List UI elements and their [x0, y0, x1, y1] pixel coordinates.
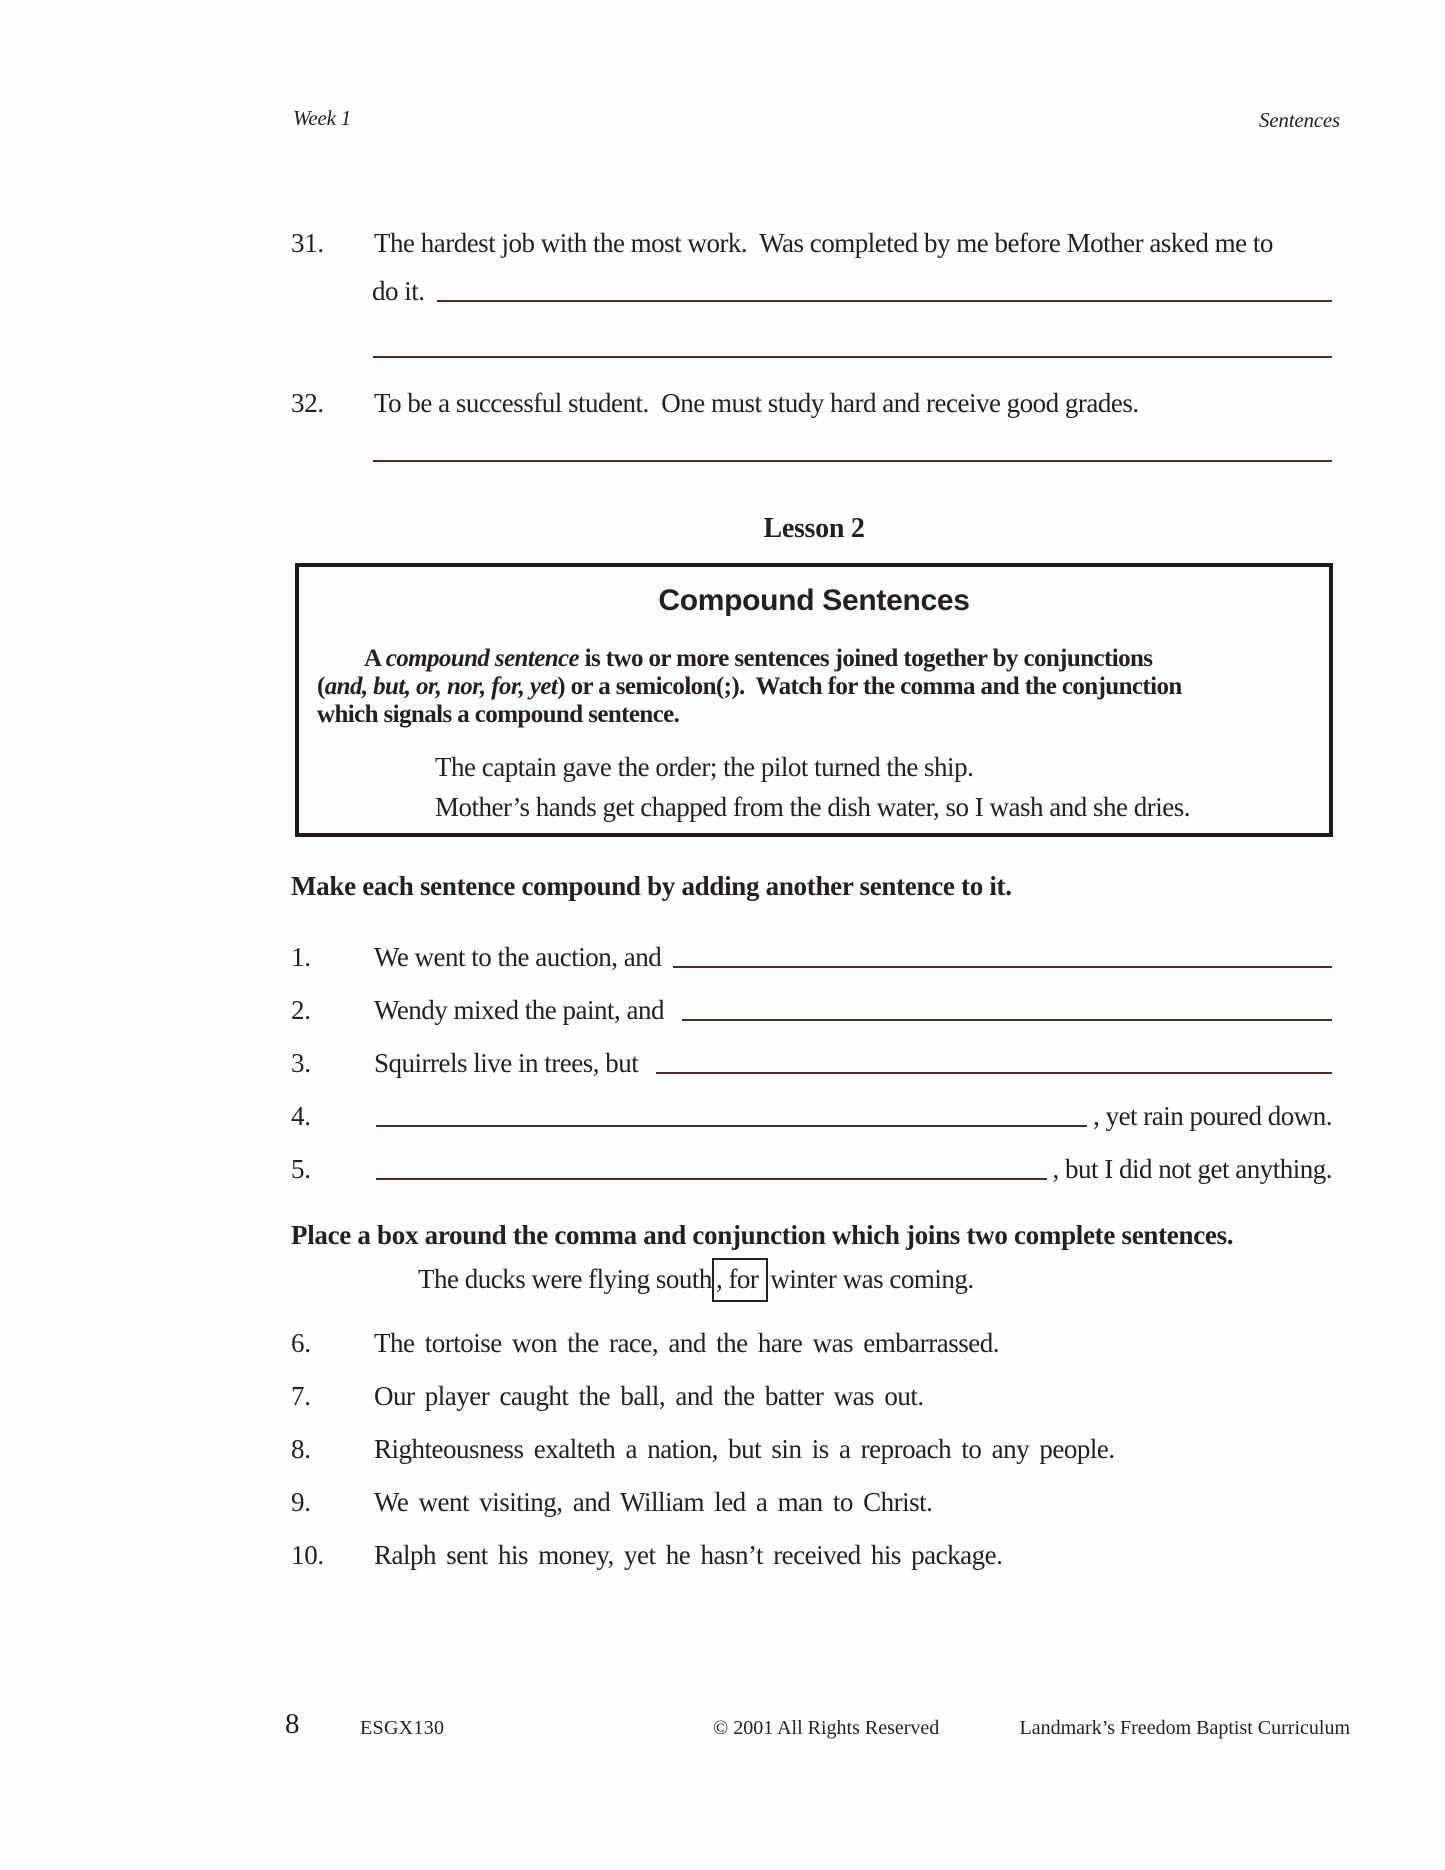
answer-blank	[376, 1178, 1047, 1180]
item-number: 5.	[291, 1154, 311, 1184]
item-text-before-blank: Wendy mixed the paint, and	[374, 995, 671, 1025]
definition-box	[295, 563, 1333, 837]
compound-item-row	[291, 1146, 1332, 1186]
item-text-before-blank: Squirrels live in trees, but	[374, 1048, 645, 1078]
question-31-number: 31.	[291, 228, 324, 258]
boxing-item-row	[291, 1426, 1332, 1466]
question-32-text: To be a successful student. One must study hard and receive good grades.	[374, 388, 1139, 418]
item-text-after-blank: , but I did not get anything.	[1052, 1154, 1332, 1184]
answer-blank	[682, 1019, 1332, 1021]
item-number: 9.	[291, 1487, 311, 1517]
example-text-after-box: winter was coming.	[770, 1264, 974, 1294]
item-number: 6.	[291, 1328, 311, 1358]
definition-paragraph	[317, 645, 1315, 729]
emphasized-term: and, but, or, nor, for, yet	[324, 673, 558, 700]
item-number: 7.	[291, 1381, 311, 1411]
boxing-items-list	[291, 1320, 1332, 1585]
answer-blank-31a	[437, 300, 1332, 302]
example-text-before-box: The ducks were flying south	[418, 1264, 712, 1294]
text-run: is two or more sentences joined together by conjunctions	[579, 645, 1153, 672]
item-text-before-blank: We went to the auction, and	[374, 942, 662, 972]
item-sentence: The tortoise won the race, and the hare was embarrassed.	[374, 1328, 999, 1358]
item-sentence: Our player caught the ball, and the batter was out.	[374, 1381, 924, 1411]
answer-blank-31b	[373, 356, 1332, 358]
definition-box-title: Compound Sentences	[658, 584, 970, 617]
question-31-text: The hardest job with the most work. Was completed by me before Mother asked me to	[374, 228, 1273, 258]
item-number: 3.	[291, 1048, 311, 1078]
item-number: 1.	[291, 942, 311, 972]
conjunction-box: , for	[712, 1258, 768, 1302]
boxed-conjunction-example	[418, 1262, 974, 1296]
emphasized-term: compound sentence	[385, 645, 580, 672]
definition-examples	[435, 747, 1329, 827]
footer-course-code: ESGX130	[360, 1717, 445, 1739]
answer-blank	[656, 1072, 1332, 1074]
compound-item-row	[291, 934, 1332, 974]
boxing-item-row	[291, 1373, 1332, 1413]
text-run: which signals a compound sentence.	[317, 701, 680, 728]
definition-line-3	[317, 701, 1315, 729]
question-32	[291, 386, 1332, 420]
boxing-item-row	[291, 1320, 1332, 1360]
footer-copyright: © 2001 All Rights Reserved	[713, 1717, 940, 1739]
footer-publisher: Landmark’s Freedom Baptist Curriculum	[1019, 1717, 1350, 1739]
compound-item-row	[291, 1040, 1332, 1080]
item-number: 8.	[291, 1434, 311, 1464]
definition-example-sentence: Mother’s hands get chapped from the dish water, so I wash and she dries.	[435, 792, 1190, 822]
text-run: A	[364, 645, 386, 672]
lesson-heading: Lesson 2	[763, 513, 865, 544]
item-number: 10.	[291, 1540, 324, 1570]
item-number: 4.	[291, 1101, 311, 1131]
compound-items-list	[291, 934, 1332, 1199]
text-run: ) or a semicolon(;). Watch for the comma and the conjunction	[557, 673, 1182, 700]
definition-line-2	[317, 673, 1315, 701]
boxing-item-row	[291, 1532, 1332, 1572]
item-sentence: Righteousness exalteth a nation, but sin is a reproach to any people.	[374, 1434, 1115, 1464]
header-week: Week 1	[293, 106, 352, 130]
question-31	[291, 226, 1332, 260]
text-run: (	[317, 673, 325, 700]
answer-blank	[673, 966, 1332, 968]
item-sentence: Ralph sent his money, yet he hasn’t received his package.	[374, 1540, 1003, 1570]
question-32-number: 32.	[291, 388, 324, 418]
answer-blank-32	[373, 460, 1332, 462]
item-text-after-blank: , yet rain poured down.	[1093, 1101, 1332, 1131]
footer-page-number: 8	[285, 1708, 300, 1740]
definition-example-sentence: The captain gave the order; the pilot turned the ship.	[435, 752, 974, 782]
instruction-make-compound: Make each sentence compound by adding another sentence to it.	[291, 871, 1012, 901]
item-number: 2.	[291, 995, 311, 1025]
header-section: Sentences	[1259, 108, 1340, 132]
answer-blank	[376, 1125, 1087, 1127]
boxing-item-row	[291, 1479, 1332, 1519]
compound-item-row	[291, 987, 1332, 1027]
question-31-text-2: do it.	[372, 276, 425, 306]
definition-line-1	[317, 645, 1315, 673]
item-sentence: We went visiting, and William led a man to Christ.	[374, 1487, 933, 1517]
question-31-continuation	[372, 272, 1332, 308]
instruction-place-box: Place a box around the comma and conjunction which joins two complete sentences.	[291, 1220, 1234, 1250]
compound-item-row	[291, 1093, 1332, 1133]
